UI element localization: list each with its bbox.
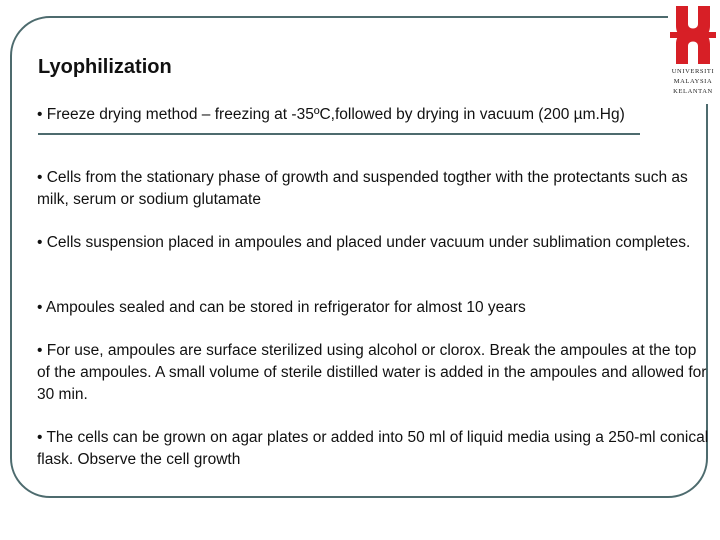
bullet-freeze-drying: • Freeze drying method – freezing at -35ºC,followed by drying in vacuum (200 µm.Hg) [37, 106, 625, 123]
bullet-stationary-phase: • Cells from the stationary phase of growth and suspended togther with the protectants such as milk, serum or sodium glutamate [37, 169, 688, 208]
bullet-ampoules-sealed: • Ampoules sealed and can be stored in refrigerator for almost 10 years [37, 299, 526, 316]
bullet-ampoules-vacuum: • Cells suspension placed in ampoules and placed under vacuum under sublimation completes. [37, 234, 691, 251]
university-logo [668, 4, 718, 104]
bullet-grow-cells: • The cells can be grown on agar plates or added into 50 ml of liquid media using a 250-ml conical flask. Observe the cell growth [37, 429, 709, 468]
logo-line-3: KELANTAN [673, 88, 713, 95]
umk-emblem-icon [668, 4, 718, 66]
slide-frame [10, 16, 708, 498]
logo-line-2: MALAYSIA [673, 78, 713, 85]
title-divider [38, 133, 640, 135]
bullet-for-use: • For use, ampoules are surface sterilized using alcohol or clorox. Break the ampoules at the top of the ampoules. A small volume of sterile distilled water is added in the ampoules and allowed for 30 min. [37, 342, 707, 403]
logo-line-1: UNIVERSITI [671, 68, 715, 75]
slide-title: Lyophilization [38, 56, 172, 78]
